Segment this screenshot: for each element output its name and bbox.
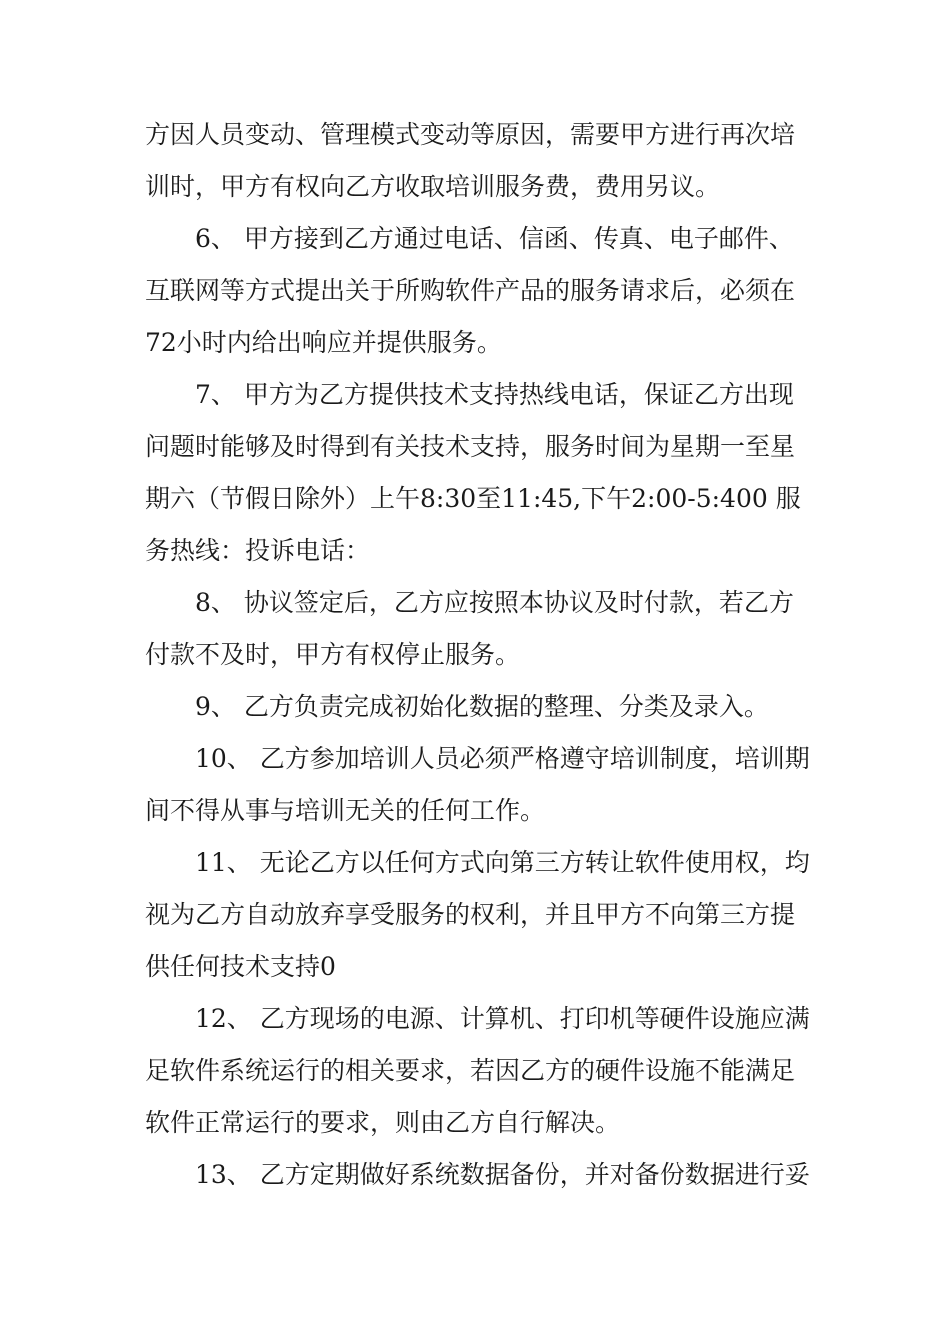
text-line: 12、 乙方现场的电源、计算机、打印机等硬件设施应满 [195, 1004, 810, 1033]
text-line: 务热线：投诉电话： [145, 536, 371, 565]
text-line: 足软件系统运行的相关要求，若因乙方的硬件设施不能满足 [145, 1056, 796, 1085]
text-line: 问题时能够及时得到有关技术支持，服务时间为星期一至星 [145, 432, 796, 461]
text-line: 付款不及时，甲方有权停止服务。 [145, 640, 521, 669]
text-line: 训时，甲方有权向乙方收取培训服务费，费用另议。 [145, 172, 721, 201]
text-line: 软件正常运行的要求，则由乙方自行解决。 [145, 1108, 621, 1137]
text-line: 供任何技术支持0 [145, 952, 336, 981]
text-line: 方因人员变动、管理模式变动等原因，需要甲方进行再次培 [145, 120, 796, 149]
text-line: 8、 协议签定后，乙方应按照本协议及时付款，若乙方 [195, 588, 794, 617]
text-line: 间不得从事与培训无关的任何工作。 [145, 796, 546, 825]
text-line: 10、 乙方参加培训人员必须严格遵守培训制度，培训期 [195, 744, 810, 773]
text-line: 7、 甲方为乙方提供技术支持热线电话，保证乙方出现 [195, 380, 794, 409]
text-line: 13、 乙方定期做好系统数据备份，并对备份数据进行妥 [195, 1160, 810, 1189]
text-line: 视为乙方自动放弃享受服务的权利，并且甲方不向第三方提 [145, 900, 796, 929]
text-line: 9、 乙方负责完成初始化数据的整理、分类及录入。 [195, 692, 769, 721]
text-line: 72小时内给出响应并提供服务。 [145, 328, 502, 357]
text-line: 6、 甲方接到乙方通过电话、信函、传真、电子邮件、 [195, 224, 794, 253]
text-line: 期六（节假日除外）上午8:30至11:45,下午2:00-5:400 服 [145, 484, 801, 513]
text-line: 互联网等方式提出关于所购软件产品的服务请求后，必须在 [145, 276, 796, 305]
text-line: 11、 无论乙方以任何方式向第三方转让软件使用权，均 [195, 848, 810, 877]
